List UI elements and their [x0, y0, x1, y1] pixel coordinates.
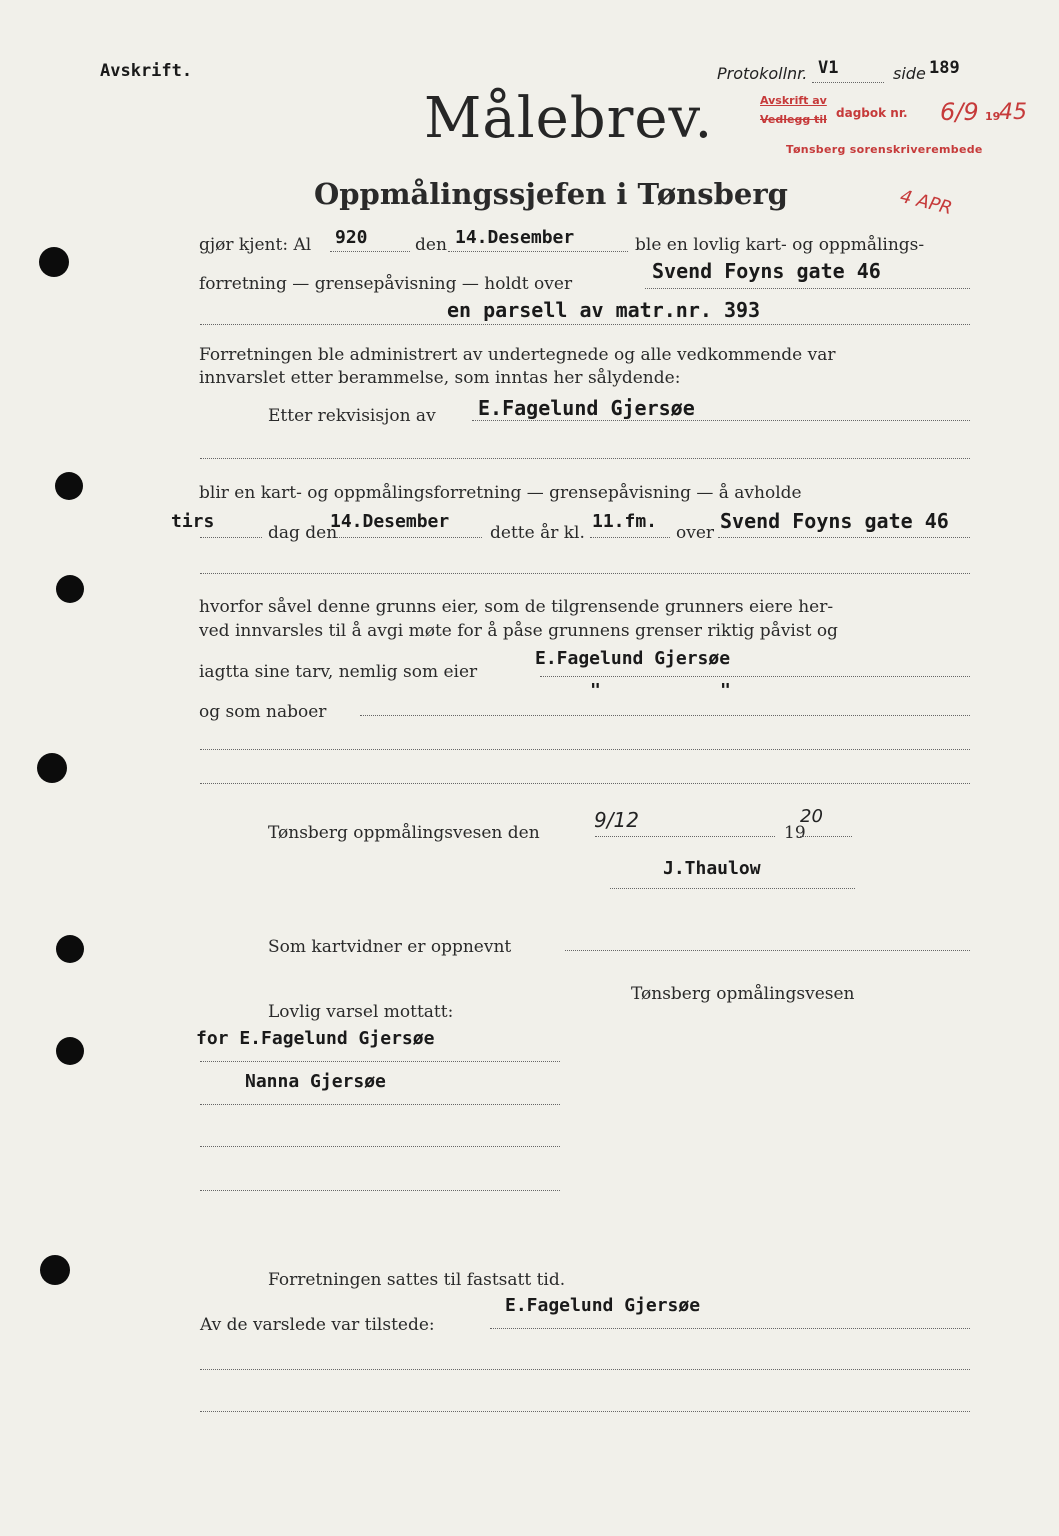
varsel-label: Lovlig varsel mottatt:	[268, 1002, 454, 1022]
year-fill: 920	[335, 227, 368, 248]
ditto-mark: "	[590, 680, 601, 701]
weekday-fill: tirs	[171, 511, 215, 532]
stamp-line-office: Tønsberg sorenskriverembede	[786, 143, 983, 156]
eier-fill: E.Fagelund Gjersøe	[535, 648, 731, 669]
tilstede-label: Av de varslede var tilstede:	[200, 1315, 435, 1335]
stamp-date: 4 APR	[897, 186, 955, 220]
stamp-dagbok-value: 6/9	[940, 98, 979, 126]
stamp-year-suffix: 45	[999, 100, 1027, 125]
date-fill: 14.Desember	[455, 227, 575, 248]
protokoll-value: V1	[818, 58, 839, 78]
den-label: den	[415, 235, 447, 255]
signing-year-prefix: 19	[784, 823, 806, 843]
para2-line1: hvorfor såvel denne grunns eier, som de tilgrensende grunners eiere her-	[199, 597, 834, 617]
date2-fill: 14.Desember	[330, 511, 450, 532]
punch-hole	[40, 1255, 70, 1285]
side-value: 189	[929, 58, 960, 78]
time-fill: 11.fm.	[592, 511, 658, 532]
punch-hole	[56, 935, 84, 963]
stamp-year-prefix: 19	[985, 110, 1001, 123]
varsel-fill-1: for E.Fagelund Gjersøe	[196, 1028, 435, 1049]
blir-line: blir en kart- og oppmålingsforretning — grensepåvisning — å avholde	[199, 483, 802, 503]
stamp-line-avskrift: Avskrift av	[760, 94, 827, 107]
address-fill: Svend Foyns gate 46	[652, 259, 881, 283]
para1-line1: Forretningen ble administrert av undertegnede og alle vedkommende var	[199, 345, 836, 365]
office-label: Tønsberg opmålingsvesen	[631, 984, 855, 1004]
ble-en-label: ble en lovlig kart- og oppmålings-	[635, 235, 925, 255]
avskrift-label: Avskrift.	[100, 61, 193, 81]
dette-ar-label: dette år kl.	[490, 523, 585, 543]
etter-rekvisisjon-label: Etter rekvisisjon av	[268, 406, 436, 426]
dag-den-label: dag den	[268, 523, 338, 543]
kartvidner-label: Som kartvidner er oppnevnt	[268, 937, 512, 957]
signer-name: J.Thaulow	[663, 858, 761, 879]
side-label: side	[893, 64, 926, 83]
forretning-label: forretning — grensepåvisning — holdt over	[199, 274, 573, 294]
naboer-label: og som naboer	[199, 702, 327, 722]
parcel-fill: en parsell av matr.nr. 393	[447, 298, 761, 322]
signing-date-fill: 9/12	[594, 808, 639, 832]
page-title: Målebrev.	[424, 86, 714, 151]
signing-place: Tønsberg oppmålingsvesen den	[268, 823, 540, 843]
punch-hole	[56, 1037, 84, 1065]
punch-hole	[37, 753, 67, 783]
subtitle: Oppmålingssjefen i Tønsberg	[314, 177, 788, 211]
stamp-line-dagbok: dagbok nr.	[836, 106, 908, 120]
para1-line2: innvarslet etter berammelse, som inntas her sålydende:	[199, 368, 681, 388]
over-label: over	[676, 523, 715, 543]
address2-fill: Svend Foyns gate 46	[720, 509, 949, 533]
rekvisisjon-fill: E.Fagelund Gjersøe	[478, 396, 695, 420]
varsel-fill-2: Nanna Gjersøe	[245, 1071, 386, 1092]
gjor-kjent-label: gjør kjent: Al	[199, 235, 312, 255]
punch-hole	[55, 472, 83, 500]
para2-line2: ved innvarsles til å avgi møte for å påse grunnens grenser riktig påvist og	[199, 621, 838, 641]
iagtta-label: iagtta sine tarv, nemlig som eier	[199, 662, 478, 682]
signing-year-fill: 20	[800, 806, 823, 827]
punch-hole	[56, 575, 84, 603]
stamp-line-vedlegg: Vedlegg til	[760, 113, 827, 126]
ditto-mark: "	[720, 680, 731, 701]
tilstede-fill: E.Fagelund Gjersøe	[505, 1295, 701, 1316]
protokoll-label: Protokollnr.	[717, 64, 808, 83]
satt-label: Forretningen sattes til fastsatt tid.	[268, 1270, 566, 1290]
punch-hole	[39, 247, 69, 277]
